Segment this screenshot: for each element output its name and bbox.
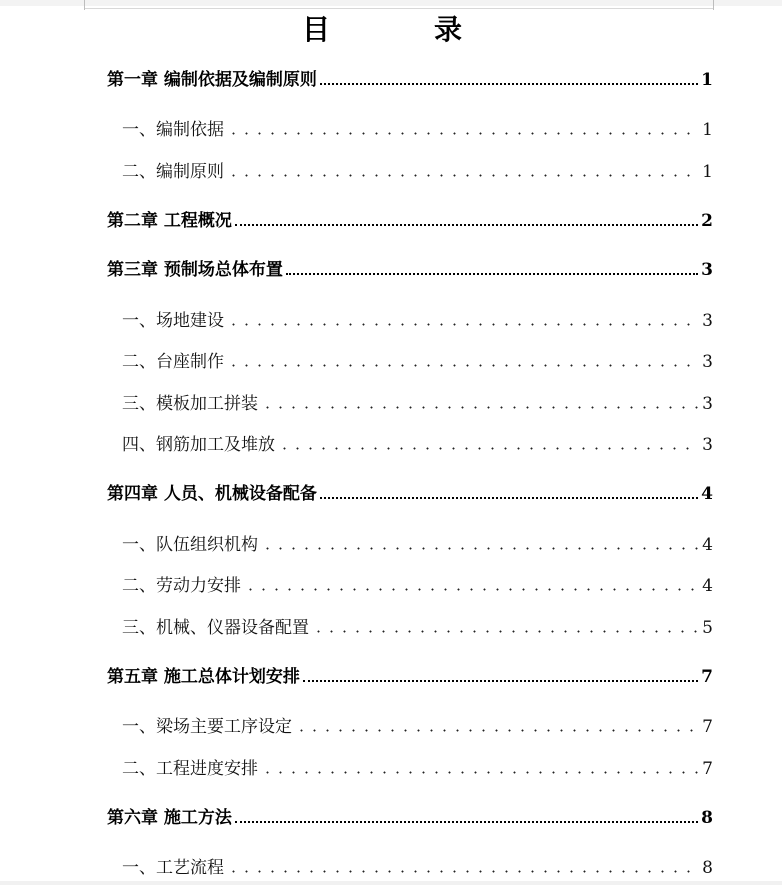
toc-chapter-entry[interactable]: [107, 207, 713, 231]
toc-dot-leader: [295, 729, 699, 732]
toc-page-number: 7: [702, 759, 713, 779]
toc-entry-label: 一、编制依据: [122, 120, 224, 140]
toc-dot-leader: [320, 83, 698, 85]
toc-chapter-entry[interactable]: [107, 66, 713, 90]
toc-entry-label: 三、机械、仪器设备配置: [122, 618, 309, 638]
toc-page-number: 8: [701, 808, 713, 828]
toc-dot-leader: [227, 323, 699, 326]
toc-entry-label: 三、模板加工拼装: [122, 394, 258, 414]
toc-page-number: 7: [702, 717, 713, 737]
toc-entry-label: 第二章 工程概况: [107, 211, 232, 231]
toc-dot-leader: [261, 547, 699, 550]
toc-page-number: 4: [701, 484, 713, 504]
toc-dot-leader: [227, 364, 699, 367]
toc-page-number: 1: [701, 70, 713, 90]
toc-dot-leader: [235, 821, 698, 823]
toc-dot-leader: [227, 132, 699, 135]
toc-section-entry[interactable]: [122, 614, 713, 638]
toc-section-entry[interactable]: [122, 713, 713, 737]
toc-entry-label: 第四章 人员、机械设备配备: [107, 484, 317, 504]
toc-page-number: 4: [702, 535, 713, 555]
toc-dot-leader: [286, 273, 698, 275]
toc-entry-label: 一、场地建设: [122, 311, 224, 331]
toc-dot-leader: [261, 771, 699, 774]
toc-entry-label: 一、队伍组织机构: [122, 535, 258, 555]
toc-section-entry[interactable]: [122, 390, 713, 414]
toc-page-number: 3: [702, 311, 713, 331]
toc-section-entry[interactable]: [122, 755, 713, 779]
toc-entry-label: 四、钢筋加工及堆放: [122, 435, 275, 455]
toc-dot-leader: [244, 588, 699, 591]
toc-page-number: 1: [702, 162, 713, 182]
toc-entry-label: 二、工程进度安排: [122, 759, 258, 779]
toc-chapter-entry[interactable]: [107, 804, 713, 828]
toc-chapter-entry[interactable]: [107, 480, 713, 504]
toc-page-number: 3: [702, 394, 713, 414]
toc-dot-leader: [320, 497, 698, 499]
toc-section-entry[interactable]: [122, 116, 713, 140]
toc-dot-leader: [227, 174, 699, 177]
toc-dot-leader: [261, 406, 699, 409]
toc-entry-label: 第六章 施工方法: [107, 808, 232, 828]
toc-entry-label: 二、劳动力安排: [122, 576, 241, 596]
toc-entry-label: 第五章 施工总体计划安排: [107, 667, 300, 687]
toc-dot-leader: [227, 870, 699, 873]
toc-section-entry[interactable]: [122, 531, 713, 555]
toc-page-number: 3: [701, 260, 713, 280]
page-title: 目 录: [301, 13, 500, 46]
toc-section-entry[interactable]: [122, 854, 713, 878]
toc-page-number: 3: [702, 435, 713, 455]
toc-dot-leader: [312, 630, 699, 633]
toc-page-number: 7: [701, 667, 713, 687]
toc-page-number: 8: [702, 858, 713, 878]
toc-entry-label: 一、梁场主要工序设定: [122, 717, 292, 737]
toc-entry-label: 第一章 编制依据及编制原则: [107, 70, 317, 90]
toc-page-number: 1: [702, 120, 713, 140]
toc-section-entry[interactable]: [122, 307, 713, 331]
toc-dot-leader: [235, 224, 698, 226]
toc-dot-leader: [278, 447, 699, 450]
toc-page-number: 4: [702, 576, 713, 596]
toc-page-number: 5: [702, 618, 713, 638]
toc-entry-label: 第三章 预制场总体布置: [107, 260, 283, 280]
toc-chapter-entry[interactable]: [107, 256, 713, 280]
toc-dot-leader: [303, 680, 698, 682]
toc-section-entry[interactable]: [122, 158, 713, 182]
toc-entry-label: 二、台座制作: [122, 352, 224, 372]
toc-page-number: 2: [701, 211, 713, 231]
toc-page-number: 3: [702, 352, 713, 372]
toc-section-entry[interactable]: [122, 348, 713, 372]
toc-chapter-entry[interactable]: [107, 663, 713, 687]
toc-section-entry[interactable]: [122, 572, 713, 596]
bottom-scroll-strip: [0, 881, 782, 885]
toc-entry-label: 二、编制原则: [122, 162, 224, 182]
toc-entry-label: 一、工艺流程: [122, 858, 224, 878]
toc-section-entry[interactable]: [122, 431, 713, 455]
